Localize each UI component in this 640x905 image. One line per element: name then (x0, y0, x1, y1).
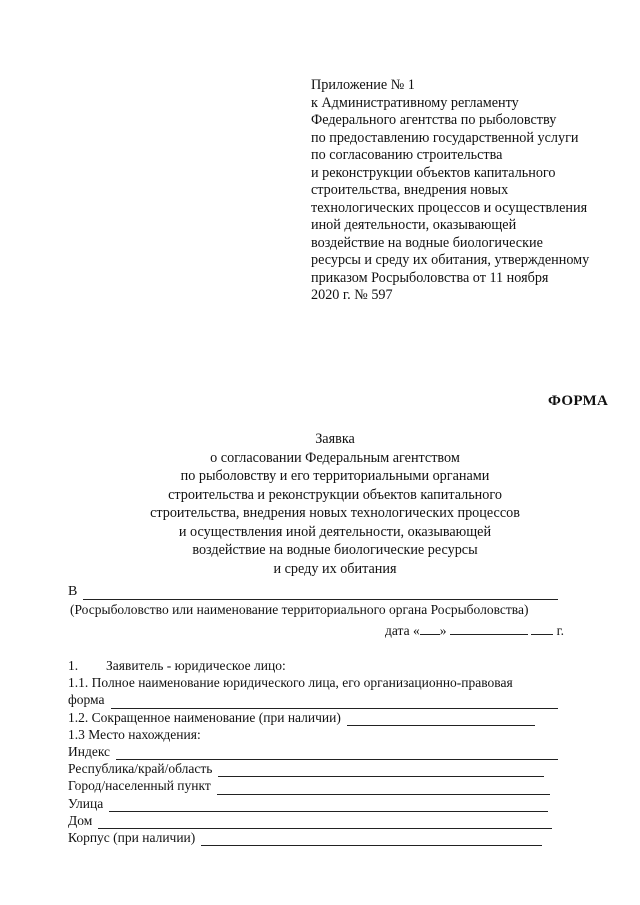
appendix-line: строительства, внедрения новых (311, 182, 509, 198)
title-line: и осуществления иной деятельности, оказывающей (178, 523, 492, 540)
section-1-heading (68, 657, 558, 674)
recipient-prefix: В (68, 584, 78, 599)
full-name-field[interactable] (111, 696, 559, 709)
title-line: строительства и реконструкции объектов капитального (168, 486, 502, 503)
appendix-line: по согласованию строительства (311, 147, 503, 163)
address-row (68, 829, 558, 846)
application-title (120, 430, 550, 578)
field-label: Город/населенный пункт (68, 778, 211, 794)
item-1-1-line2 (68, 691, 558, 708)
appendix-reference (311, 77, 621, 305)
item-1-2 (68, 709, 558, 726)
date-mid: » (439, 623, 447, 638)
item-label: 1.2. Сокращенное наименование (при наличии) (68, 709, 341, 725)
title-line: о согласовании Федеральным агентством (210, 449, 460, 466)
section-title: Заявитель - юридическое лицо: (106, 658, 286, 673)
field-label: Дом (68, 812, 93, 828)
city-field[interactable] (217, 782, 550, 795)
field-label: Корпус (при наличии) (68, 830, 196, 846)
appendix-line: по предоставлению государственной услуги (311, 129, 579, 146)
date-row (385, 623, 564, 639)
recipient-caption: (Росрыболовство или наименование территориального органа Росрыболовства) (70, 602, 529, 617)
item-label: 1.3 Место нахождения: (68, 726, 201, 742)
item-1-1-line1 (68, 674, 558, 691)
appendix-line: 2020 г. № 597 (311, 287, 393, 303)
item-1-3 (68, 726, 558, 743)
title-line: по рыболовству и его территориальными органами (180, 468, 490, 484)
recipient-field[interactable] (83, 587, 558, 600)
applicant-form (68, 657, 558, 846)
date-year-field[interactable] (531, 623, 553, 635)
appendix-line: иной деятельности, оказывающей (311, 217, 517, 233)
field-label: Республика/край/область (68, 761, 213, 777)
title-line: Заявка (315, 431, 355, 447)
address-row (68, 743, 558, 760)
appendix-line: приказом Росрыболовства от 11 ноября (311, 269, 549, 286)
appendix-line: ресурсы и среду их обитания, утвержденному (311, 252, 590, 268)
section-number: 1. (68, 658, 79, 673)
field-label: Индекс (68, 744, 111, 760)
appendix-line: к Административному регламенту (311, 94, 519, 111)
date-suffix: г. (556, 623, 564, 638)
date-day-field[interactable] (420, 623, 440, 635)
appendix-line: технологических процессов и осуществления (311, 199, 588, 216)
date-month-field[interactable] (450, 623, 528, 635)
item-label: форма (68, 692, 105, 708)
short-name-field[interactable] (347, 713, 535, 726)
appendix-line: Приложение № 1 (311, 77, 415, 93)
index-field[interactable] (116, 747, 558, 760)
recipient-block (68, 584, 558, 618)
title-line: строительства, внедрения новых технологических процессов (150, 505, 520, 521)
address-row (68, 777, 558, 794)
form-label: ФОРМА (548, 393, 609, 409)
address-row (68, 760, 558, 777)
field-label: Улица (68, 795, 104, 811)
region-field[interactable] (218, 764, 544, 777)
date-prefix: дата « (385, 623, 420, 638)
appendix-line: воздействие на водные биологические (311, 234, 543, 251)
building-field[interactable] (201, 833, 542, 846)
appendix-line: Федерального агентства по рыболовству (311, 112, 557, 128)
house-field[interactable] (98, 816, 552, 829)
appendix-line: и реконструкции объектов капитального (311, 164, 556, 181)
item-label: 1.1. Полное наименование юридического лица, его организационно-правовая (68, 675, 513, 691)
address-row (68, 795, 558, 812)
address-row (68, 812, 558, 829)
street-field[interactable] (109, 799, 548, 812)
title-line: воздействие на водные биологические ресурсы (192, 542, 478, 558)
title-line: и среду их обитания (273, 560, 397, 577)
